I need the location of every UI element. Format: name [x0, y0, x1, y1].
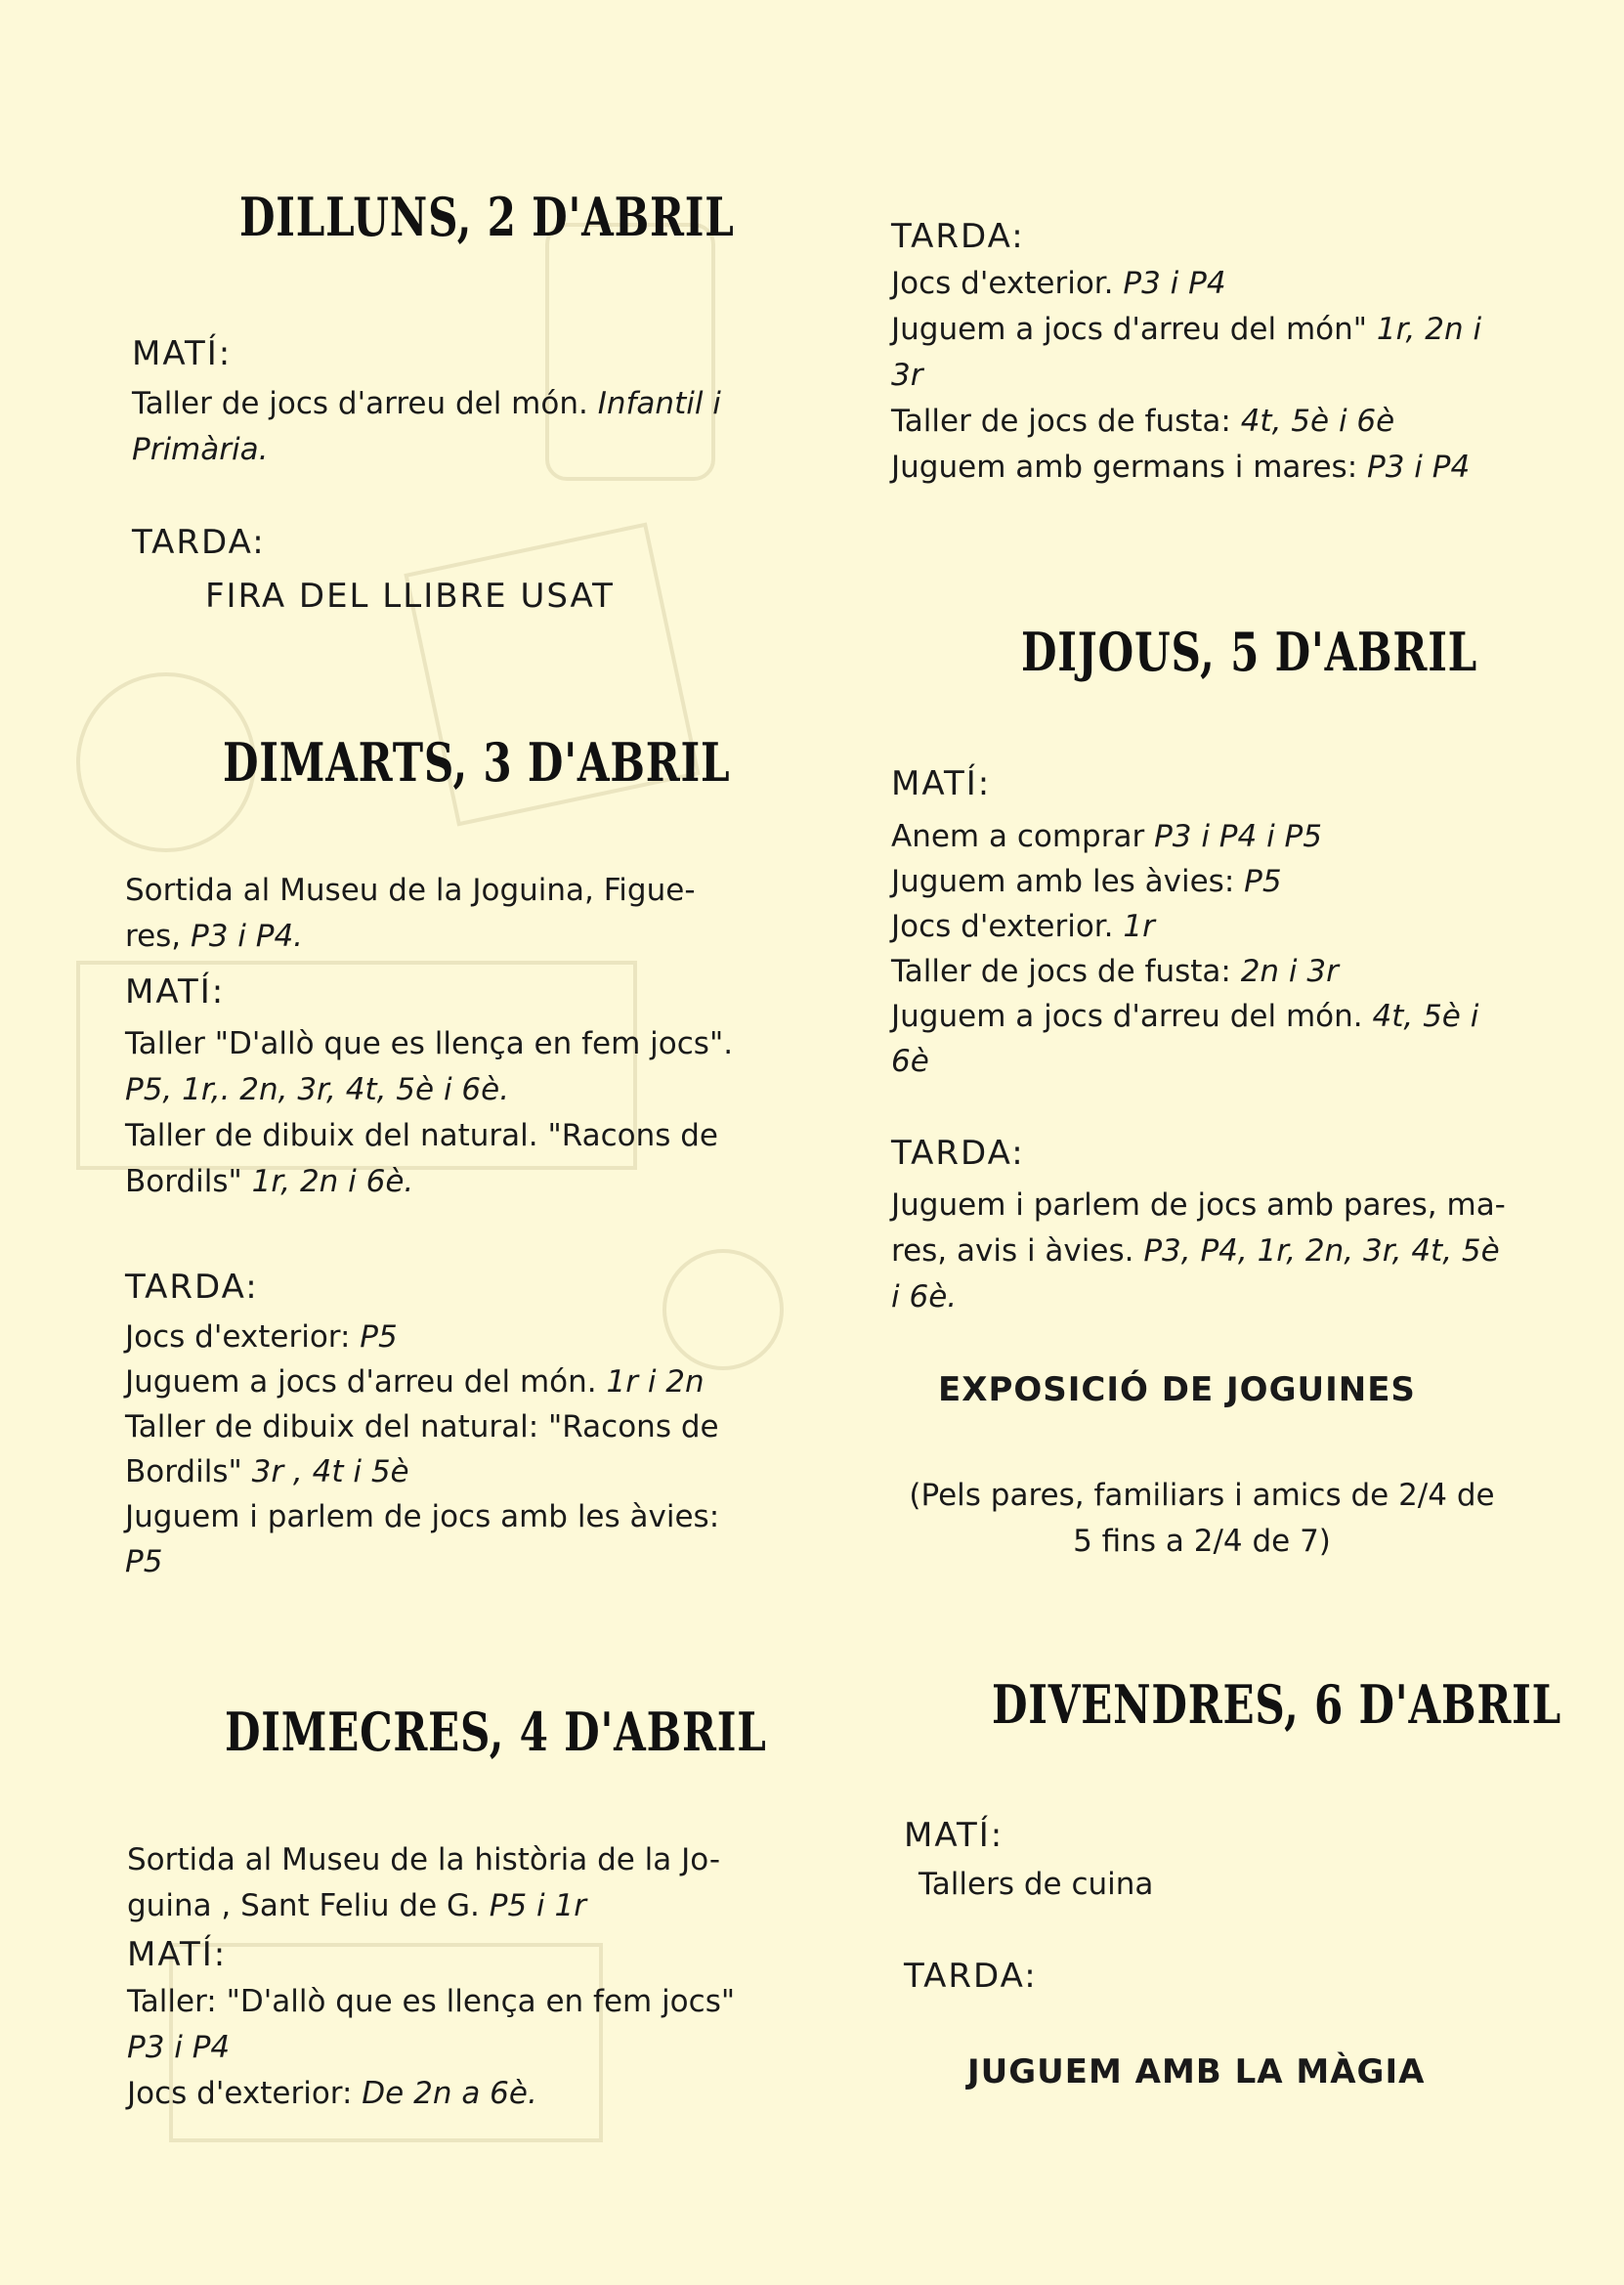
schedule-line — [891, 909, 1155, 944]
schedule-line — [125, 1164, 413, 1199]
schedule-line — [125, 1454, 409, 1489]
line-text: Taller de dibuix del natural: "Racons de — [125, 1409, 719, 1444]
schedule-line — [891, 266, 1226, 301]
line-text: res, avis i àvies. — [891, 1233, 1134, 1269]
dilluns-tarda-label: TARDA: — [132, 523, 266, 562]
dimarts-title: DIMARTS, 3 D'ABRIL — [223, 731, 731, 794]
schedule-line — [125, 1072, 509, 1107]
line-grades: 6è — [891, 1044, 929, 1079]
dijous-event: EXPOSICIÓ DE JOGUINES — [938, 1370, 1416, 1409]
dimecres-mati-label: MATÍ: — [127, 1935, 228, 1974]
line-text: Jocs d'exterior. — [891, 909, 1114, 944]
text: res, — [125, 919, 182, 954]
divendres-title: DIVENDRES, 6 D'ABRIL — [992, 1673, 1561, 1736]
dimarts-mati-label: MATÍ: — [125, 972, 226, 1012]
dilluns-mati-label: MATÍ: — [132, 334, 233, 373]
line-grades: P3 i P4 — [1123, 266, 1226, 301]
line-text: Juguem amb les àvies: — [891, 864, 1235, 899]
line-text: Taller de jocs de fusta: — [891, 404, 1231, 439]
schedule-line — [125, 1499, 719, 1534]
dilluns-mati-line2: Primària. — [132, 432, 269, 467]
line-grades: P5, 1r,. 2n, 3r, 4t, 5è i 6è. — [125, 1072, 510, 1107]
line-grades: P3 i P4 i P5 — [1154, 819, 1322, 854]
line-text: Juguem i parlem de jocs amb les àvies: — [125, 1499, 720, 1534]
line-grades: 3r — [891, 358, 923, 393]
schedule-line — [127, 1984, 735, 2019]
line-grades: 2n i 3r — [1240, 954, 1339, 989]
schedule-line — [125, 1409, 719, 1444]
dijous-event-note2: 5 fins a 2/4 de 7) — [1073, 1524, 1331, 1559]
schedule-line — [127, 2076, 537, 2111]
schedule-line — [891, 450, 1470, 485]
grades: P3 i P4. — [191, 919, 304, 954]
line-text: Jocs d'exterior. — [891, 266, 1114, 301]
line-grades: 1r i 2n — [606, 1364, 705, 1400]
line-grades: P5 — [125, 1544, 163, 1579]
line-text: Taller de dibuix del natural. "Racons de — [125, 1118, 718, 1153]
dilluns-title: DILLUNS, 2 D'ABRIL — [239, 186, 735, 248]
schedule-line — [891, 1233, 1500, 1269]
divendres-tarda-event: JUGUEM AMB LA MÀGIA — [967, 2052, 1426, 2091]
line-text: Anem a comprar — [891, 819, 1145, 854]
text: Taller de jocs d'arreu del món. — [132, 386, 588, 421]
line-text: Bordils" — [125, 1164, 242, 1199]
schedule-line — [891, 954, 1339, 989]
dilluns-tarda-event: FIRA DEL LLIBRE USAT — [205, 577, 615, 616]
line-grades: P3 i P4 — [127, 2030, 231, 2065]
schedule-line — [125, 1319, 398, 1355]
line-text: Jocs d'exterior: — [125, 1319, 351, 1355]
text: guina , Sant Feliu de G. — [127, 1888, 480, 1923]
line-text: Juguem amb germans i mares: — [891, 450, 1358, 485]
schedule-line — [127, 2030, 230, 2065]
line-text: Jocs d'exterior: — [127, 2076, 353, 2111]
line-text: Juguem a jocs d'arreu del món" — [891, 312, 1368, 347]
line-text: Juguem a jocs d'arreu del món. — [125, 1364, 597, 1400]
schedule-line — [125, 1364, 705, 1400]
grades: P5 i 1r — [489, 1888, 586, 1923]
divendres-mati-line: Tallers de cuina — [919, 1867, 1154, 1902]
dimarts-sortida-line2 — [125, 919, 303, 954]
line-text: Juguem a jocs d'arreu del món. — [891, 999, 1363, 1034]
schedule-line — [891, 864, 1282, 899]
dimecres-sortida-line2 — [127, 1888, 586, 1923]
schedule-line — [125, 1544, 162, 1579]
line-grades: 1r, 2n i — [1376, 312, 1482, 347]
grades: Infantil i — [597, 386, 721, 421]
line-grades: P3, P4, 1r, 2n, 3r, 4t, 5è — [1143, 1233, 1500, 1269]
dimecres-sortida-line1: Sortida al Museu de la història de la Jo- — [127, 1842, 721, 1877]
schedule-line — [891, 404, 1394, 439]
divendres-tarda-label: TARDA: — [904, 1957, 1038, 1996]
line-grades: 4t, 5è i — [1372, 999, 1479, 1034]
line-grades: 1r — [1123, 909, 1155, 944]
line-grades: P3 i P4 — [1367, 450, 1471, 485]
schedule-line — [891, 312, 1481, 347]
schedule-line — [891, 1187, 1506, 1223]
schedule-line — [891, 358, 922, 393]
schedule-line — [125, 1118, 718, 1153]
line-grades: 1r, 2n i 6è. — [251, 1164, 414, 1199]
line-text: Taller de jocs de fusta: — [891, 954, 1231, 989]
dijous-title: DIJOUS, 5 D'ABRIL — [1021, 621, 1478, 683]
divendres-mati-label: MATÍ: — [904, 1816, 1004, 1855]
dijous-event-note1: (Pels pares, familiars i amics de 2/4 de — [909, 1478, 1495, 1513]
line-text: Taller: "D'allò que es llença en fem jocs" — [127, 1984, 736, 2019]
line-text: Taller "D'allò que es llença en fem jocs". — [125, 1026, 734, 1061]
line-grades: De 2n a 6è. — [362, 2076, 537, 2111]
dimecres-tarda-label: TARDA: — [891, 217, 1025, 256]
schedule-line — [891, 819, 1322, 854]
dimarts-sortida-line1: Sortida al Museu de la Joguina, Figue- — [125, 873, 696, 908]
schedule-line — [891, 1044, 929, 1079]
line-grades: 3r , 4t i 5è — [251, 1454, 409, 1489]
line-grades: i 6è. — [891, 1279, 958, 1315]
line-grades: P5 — [360, 1319, 398, 1355]
dimecres-title: DIMECRES, 4 D'ABRIL — [225, 1701, 767, 1763]
schedule-line — [891, 999, 1478, 1034]
line-grades: P5 — [1244, 864, 1282, 899]
dimarts-tarda-label: TARDA: — [125, 1268, 259, 1307]
dijous-tarda-label: TARDA: — [891, 1134, 1025, 1173]
schedule-line — [125, 1026, 733, 1061]
dijous-mati-label: MATÍ: — [891, 764, 992, 803]
line-text: Juguem i parlem de jocs amb pares, ma- — [891, 1187, 1506, 1223]
line-text: Bordils" — [125, 1454, 242, 1489]
schedule-line — [891, 1279, 957, 1315]
line-grades: 4t, 5è i 6è — [1240, 404, 1395, 439]
dilluns-mati-line — [132, 386, 721, 421]
